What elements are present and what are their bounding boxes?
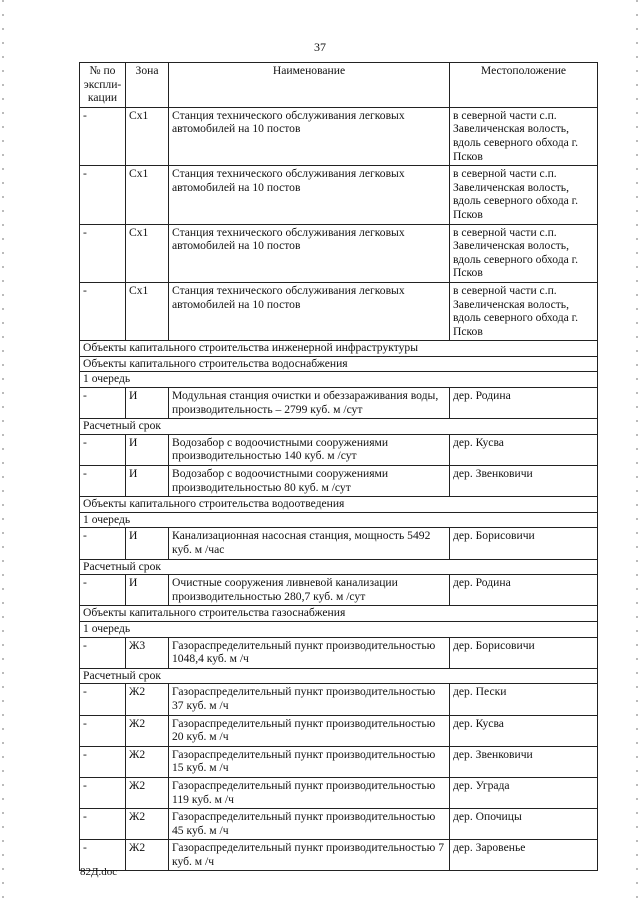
cell-num: -	[80, 575, 126, 606]
cell-zone: Ж2	[126, 715, 169, 746]
cell-num: -	[80, 637, 126, 668]
cell-zone: Сх1	[126, 166, 169, 224]
cell-num: -	[80, 777, 126, 808]
section-row	[80, 559, 598, 575]
table-header-row	[80, 63, 598, 108]
cell-name: Водозабор с водоочистными сооружениями производительностью 140 куб. м /сут	[169, 434, 450, 465]
cell-location: дер. Борисовичи	[450, 528, 598, 559]
table-row	[80, 282, 598, 340]
cell-name: Газораспределительный пункт производительностью 1048,4 куб. м /ч	[169, 637, 450, 668]
footer-filename: 82Д.doc	[80, 866, 118, 878]
table-row	[80, 809, 598, 840]
cell-num: -	[80, 107, 126, 165]
table-row	[80, 466, 598, 497]
table-row	[80, 224, 598, 282]
section-row	[80, 621, 598, 637]
cell-location: дер. Звенковичи	[450, 746, 598, 777]
cell-name: Газораспределительный пункт производительностью 15 куб. м /ч	[169, 746, 450, 777]
table-row	[80, 684, 598, 715]
section-row	[80, 341, 598, 357]
cell-location: дер. Заровенье	[450, 840, 598, 871]
section-row	[80, 419, 598, 435]
cell-zone: И	[126, 575, 169, 606]
header-location: Местоположение	[450, 63, 598, 108]
cell-zone: Сх1	[126, 107, 169, 165]
cell-num: -	[80, 528, 126, 559]
cell-name: Очистные сооружения ливневой канализации производительностью 280,7 куб. м /сут	[169, 575, 450, 606]
cell-location: дер. Уграда	[450, 777, 598, 808]
table-row	[80, 840, 598, 871]
cell-location: дер. Звенковичи	[450, 466, 598, 497]
cell-location: дер. Родина	[450, 388, 598, 419]
cell-name: Станция технического обслуживания легковых автомобилей на 10 постов	[169, 166, 450, 224]
page-number: 37	[314, 40, 326, 54]
header-zone: Зона	[126, 63, 169, 108]
section-row	[80, 668, 598, 684]
cell-zone: Ж2	[126, 684, 169, 715]
cell-location: дер. Родина	[450, 575, 598, 606]
table-row	[80, 434, 598, 465]
section-row	[80, 512, 598, 528]
cell-num: -	[80, 466, 126, 497]
cell-num: -	[80, 840, 126, 871]
cell-num: -	[80, 388, 126, 419]
table-row	[80, 528, 598, 559]
cell-num: -	[80, 809, 126, 840]
table-row	[80, 107, 598, 165]
cell-zone: Ж3	[126, 637, 169, 668]
table-row	[80, 715, 598, 746]
cell-location: в северной части с.п. Завеличенская волость, вдоль северного обхода г. Псков	[450, 107, 598, 165]
cell-zone: Ж2	[126, 746, 169, 777]
table-row	[80, 575, 598, 606]
cell-num: -	[80, 166, 126, 224]
cell-name: Водозабор с водоочистными сооружениями производительностью 80 куб. м /сут	[169, 466, 450, 497]
table-row	[80, 166, 598, 224]
cell-zone: Сх1	[126, 282, 169, 340]
cell-name: Станция технического обслуживания легковых автомобилей на 10 постов	[169, 224, 450, 282]
cell-location: в северной части с.п. Завеличенская волость, вдоль северного обхода г. Псков	[450, 166, 598, 224]
table-row	[80, 777, 598, 808]
section-row	[80, 497, 598, 513]
section-row	[80, 606, 598, 622]
cell-name: Станция технического обслуживания легковых автомобилей на 10 постов	[169, 107, 450, 165]
cell-location: дер. Борисовичи	[450, 637, 598, 668]
cell-zone: Ж2	[126, 777, 169, 808]
section-title: Объекты капитального строительства водоснабжения	[80, 356, 598, 372]
section-title: 1 очередь	[80, 512, 598, 528]
cell-num: -	[80, 434, 126, 465]
cell-zone: И	[126, 528, 169, 559]
header-num: № по экспли-кации	[80, 63, 126, 108]
scan-edge-left	[2, 0, 4, 905]
section-title: Расчетный срок	[80, 668, 598, 684]
cell-name: Газораспределительный пункт производительностью 20 куб. м /ч	[169, 715, 450, 746]
cell-location: дер. Кусва	[450, 715, 598, 746]
cell-name: Канализационная насосная станция, мощность 5492 куб. м /час	[169, 528, 450, 559]
cell-name: Станция технического обслуживания легковых автомобилей на 10 постов	[169, 282, 450, 340]
cell-name: Модульная станция очистки и обеззараживания воды, производительность – 2799 куб. м /сут	[169, 388, 450, 419]
section-title: 1 очередь	[80, 621, 598, 637]
section-title: Объекты капитального строительства водоотведения	[80, 497, 598, 513]
cell-location: в северной части с.п. Завеличенская волость, вдоль северного обхода г. Псков	[450, 224, 598, 282]
cell-name: Газораспределительный пункт производительностью 37 куб. м /ч	[169, 684, 450, 715]
table-row	[80, 746, 598, 777]
cell-name: Газораспределительный пункт производительностью 7 куб. м /ч	[169, 840, 450, 871]
cell-zone: И	[126, 466, 169, 497]
cell-num: -	[80, 684, 126, 715]
section-title: Расчетный срок	[80, 419, 598, 435]
section-row	[80, 372, 598, 388]
cell-num: -	[80, 746, 126, 777]
scan-edge-right	[636, 0, 638, 905]
cell-zone: И	[126, 388, 169, 419]
cell-location: дер. Кусва	[450, 434, 598, 465]
cell-location: в северной части с.п. Завеличенская волость, вдоль северного обхода г. Псков	[450, 282, 598, 340]
cell-name: Газораспределительный пункт производительностью 119 куб. м /ч	[169, 777, 450, 808]
cell-num: -	[80, 715, 126, 746]
cell-zone: Сх1	[126, 224, 169, 282]
table-body	[80, 107, 598, 871]
cell-location: дер. Пески	[450, 684, 598, 715]
table-row	[80, 388, 598, 419]
cell-name: Газораспределительный пункт производительностью 45 куб. м /ч	[169, 809, 450, 840]
cell-location: дер. Опочицы	[450, 809, 598, 840]
cell-zone: Ж2	[126, 840, 169, 871]
cell-num: -	[80, 224, 126, 282]
cell-zone: И	[126, 434, 169, 465]
objects-table	[79, 62, 598, 871]
section-title: Расчетный срок	[80, 559, 598, 575]
section-row	[80, 356, 598, 372]
section-title: Объекты капитального строительства инженерной инфраструктуры	[80, 341, 598, 357]
header-name: Наименование	[169, 63, 450, 108]
section-title: Объекты капитального строительства газоснабжения	[80, 606, 598, 622]
table-row	[80, 637, 598, 668]
cell-zone: Ж2	[126, 809, 169, 840]
section-title: 1 очередь	[80, 372, 598, 388]
cell-num: -	[80, 282, 126, 340]
